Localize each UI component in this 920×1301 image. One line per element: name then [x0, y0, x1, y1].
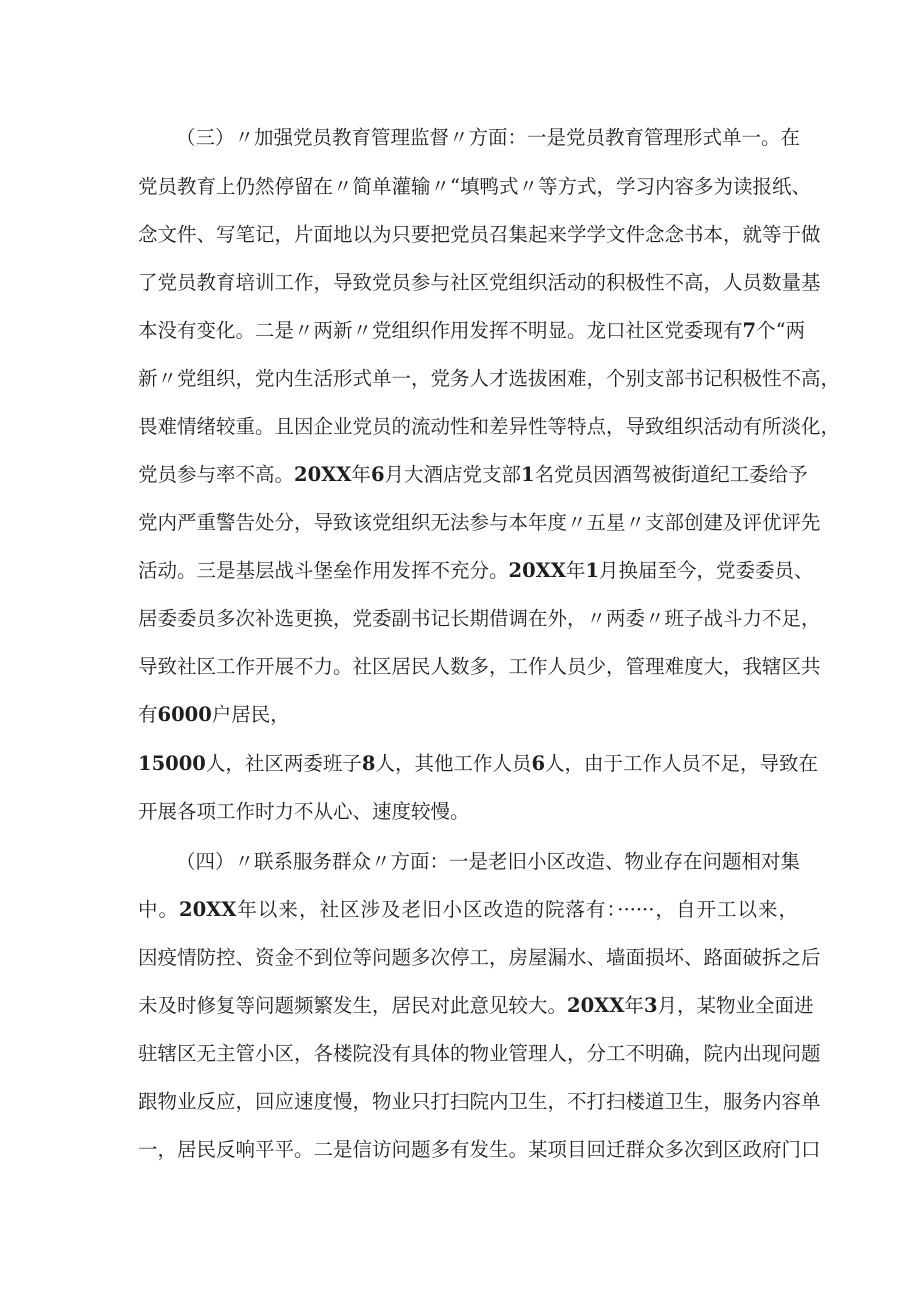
paragraph-line: 念文件、写笔记，片面地以为只要把党员召集起来学学文件念念书本，就等于做 [138, 223, 821, 246]
paragraph-line: 跟物业反应，回应速度慢，物业只打扫院内卫生，不打扫楼道卫生，服务内容单 [138, 1090, 821, 1113]
paragraph-line: 一，居民反响平平。二是信访问题多有发生。某项目回迁群众多次到区政府门口 [138, 1138, 821, 1161]
paragraph-line: 党内严重警告处分，导致该党组织无法参与本年度〃五星〃支部创建及评优评先 [138, 511, 821, 534]
paragraph-line: 未及时修复等问题频繁发生，居民对此意见较大。20XX年3月，某物业全面进 [138, 994, 814, 1017]
paragraph-line: 畏难情绪较重。且因企业党员的流动性和差异性等特点，导致组织活动有所淡化， [138, 415, 841, 438]
paragraph-line: 有6000户居民， [138, 703, 290, 726]
paragraph-line: 党员参与率不高。20XX年6月大酒店党支部1名党员因酒驾被街道纪工委给予 [138, 463, 808, 486]
paragraph-line: 因疫情防控、资金不到位等问题多次停工，房屋漏水、墙面损坏、路面破拆之后 [138, 946, 821, 969]
paragraph-line: 15000人，社区两委班子8人，其他工作人员6人，由于工作人员不足，导致在 [138, 752, 819, 775]
paragraph-line: （三）〃加强党员教育管理监督〃方面：一是党员教育管理形式单一。在 [176, 126, 801, 149]
paragraph-line: 新〃党组织，党内生活形式单一，党务人才选拔困难，个别支部书记积极性不高， [138, 367, 841, 390]
paragraph-line: 本没有变化。二是〃两新〃党组织作用发挥不明显。龙口社区党委现有7个“两 [138, 319, 806, 342]
paragraph-line: 党员教育上仍然停留在〃简单灌输〃“填鸭式〃等方式，学习内容多为读报纸、 [138, 175, 811, 198]
paragraph-line: 中。20XX年以来，社区涉及老旧小区改造的院落有：······，自开工以来， [138, 898, 798, 921]
paragraph-line: 驻辖区无主管小区，各楼院没有具体的物业管理人，分工不明确，院内出现问题 [138, 1042, 821, 1065]
paragraph-line: 居委委员多次补选更换，党委副书记长期借调在外，〃两委〃班子战斗力不足， [138, 607, 821, 630]
paragraph-line: 活动。三是基层战斗堡垒作用发挥不充分。20XX年1月换届至今，党委委员、 [138, 559, 814, 582]
paragraph-line: 导致社区工作开展不力。社区居民人数多，工作人员少，管理难度大，我辖区共 [138, 655, 821, 678]
paragraph-line: 开展各项工作时力不从心、速度较慢。 [138, 800, 470, 823]
paragraph-line: （四）〃联系服务群众〃方面：一是老旧小区改造、物业存在问题相对集 [176, 850, 801, 873]
paragraph-line: 了党员教育培训工作，导致党员参与社区党组织活动的积极性不高，人员数量基 [138, 271, 821, 294]
